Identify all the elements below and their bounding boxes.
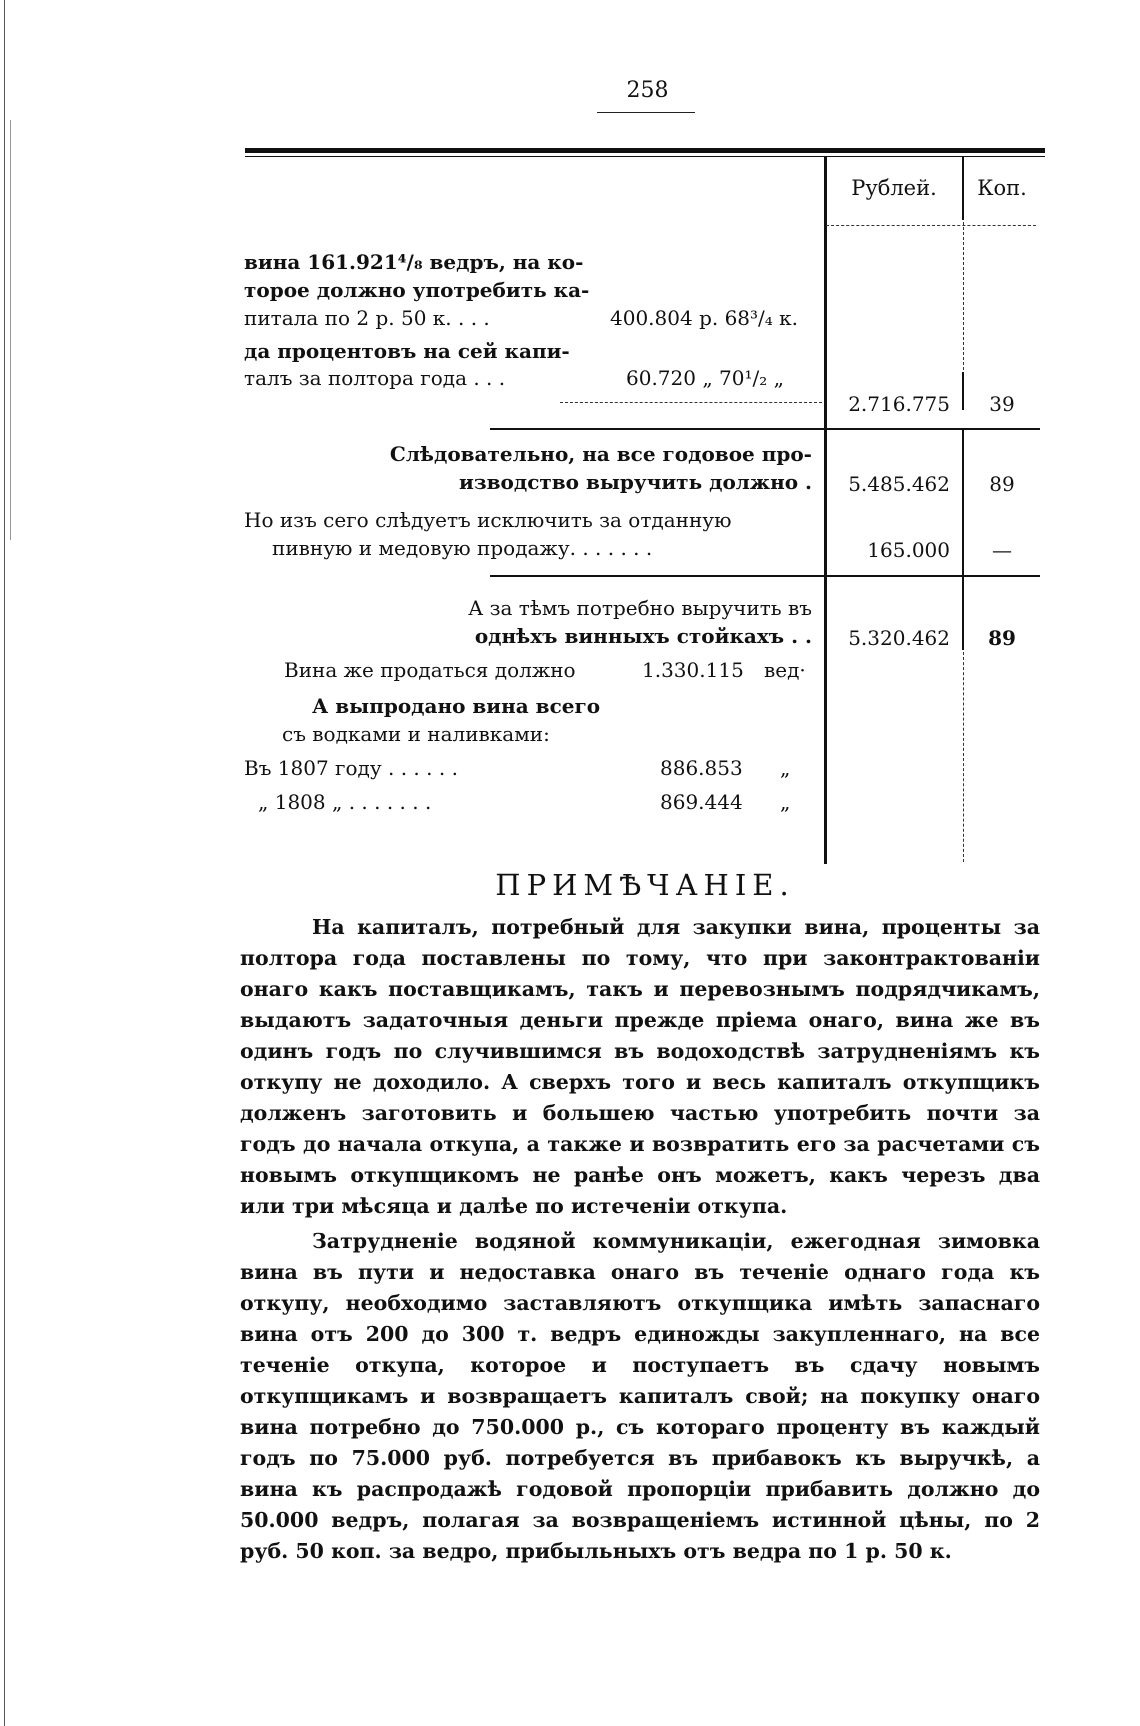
kopeks-column-rule-dotted: [963, 222, 964, 370]
subtotal-kopeks: 39: [989, 392, 1015, 416]
sold-line-2: съ водками и наливками:: [282, 722, 550, 746]
scan-edge-line-inner: [10, 120, 11, 540]
kopeks-column-rule-bottom: [963, 652, 964, 862]
wine-amount: 400.804 р. 68³/₄ к.: [610, 306, 799, 330]
year-1808-unit: „: [780, 790, 791, 814]
remain-line-2: однѣхъ винныхъ стойкахъ . .: [474, 624, 812, 648]
year-1807-label: Въ 1807 году . . . . . .: [244, 756, 458, 780]
exclude-line-2: пивную и медовую продажу. . . . . . .: [272, 536, 653, 560]
note-paragraph-1: На капиталъ, потребный для закупки вина, проценты за полтора года поставлены по тому, что при законтрактованіи онаго какъ поставщикамъ, такъ и перевознымъ подрядчикамъ, выдаютъ задаточныя деньги прежде пріема онаго, вина же въ одинъ годъ по случившимся въ водоходствѣ затрудненіямъ къ откупу не доходило. А сверхъ того и весь капиталъ откупщикъ долженъ заготовить и большею частью употребить почти за годъ до начала откупа, а также и возвратить его за расчетами съ новымъ откупщикомъ не ранѣе онъ можетъ, какъ черезъ два или три мѣсяца и далѣе по истеченіи откупа.: [240, 915, 1040, 1218]
year-1808-label: „ 1808 „ . . . . . . .: [258, 790, 432, 814]
scan-edge-line: [4, 0, 5, 1726]
note-heading: ПРИМѢЧАНІЕ.: [495, 868, 795, 902]
interest-amount: 60.720 „ 70¹/₂ „: [626, 366, 784, 390]
note-paragraph-2: Затрудненіе водяной коммуникаціи, ежегодная зимовка вина въ пути и недоставка онаго въ теченіе однаго года къ откупу, необходимо заставляютъ откупщика имѣть запаснаго вина отъ 200 до 300 т. ведръ единожды закупленнаго, на все теченіе откупа, которое и поступаетъ въ сдачу новымъ откупщикамъ и возвращаетъ капиталъ свой; на покупку онаго вина потребно до 750.000 р., съ котораго проценту въ каждый годъ по 75.000 руб. потребуется въ прибавокъ къ выручкѣ, а вина къ распродажѣ годовой пропорціи прибавить должно до 50.000 ведръ, полагая за возвращеніемъ истинной цѣны, по 2 руб. 50 коп. за ведро, прибыльныхъ отъ ведра по 1 р. 50 к.: [240, 1229, 1040, 1563]
rubles-column-header: Рублей.: [851, 176, 937, 200]
wine-line-1: вина 161.921⁴/₈ ведръ, на ко-: [244, 250, 584, 274]
rubles-column-rule: [824, 156, 827, 864]
sell-unit: вед·: [764, 658, 806, 682]
remain-rubles: 5.320.462: [848, 626, 950, 650]
table-top-rule: [245, 148, 1045, 153]
table-top-rule-thin: [245, 156, 1045, 157]
wine-line-3: питала по 2 р. 50 к. . . .: [244, 306, 490, 330]
exclude-rubles: 165.000: [867, 538, 950, 562]
interest-line-1: да процентовъ на сей капи-: [244, 339, 570, 363]
sell-label: Вина же продаться должно: [284, 658, 576, 682]
page-number: 258: [626, 78, 669, 103]
sell-amount: 1.330.115: [642, 658, 744, 682]
header-underline: [826, 225, 1036, 226]
total-rubles: 5.485.462: [848, 472, 950, 496]
total-kopeks: 89: [989, 472, 1015, 496]
subtotal-dashed-rule: [560, 402, 822, 403]
exclude-line-1: Но изъ сего слѣдуетъ исключить за отданную: [244, 508, 732, 532]
year-1807-unit: „: [780, 756, 791, 780]
remain-line-1: А за тѣмъ потребно выручить въ: [468, 596, 812, 620]
year-1808-amount: 869.444: [660, 790, 743, 814]
wine-line-2: торое должно употребить ка-: [244, 278, 590, 302]
sold-line-1: А выпродано вина всего: [312, 694, 601, 718]
note-body: [240, 912, 1040, 1571]
subtotal-rubles: 2.716.775: [848, 392, 950, 416]
year-1807-amount: 886.853: [660, 756, 743, 780]
kopeks-column-header: Коп.: [977, 176, 1027, 200]
interest-line-2: талъ за полтора года . . .: [244, 366, 506, 390]
remain-kopeks: 89: [988, 626, 1016, 650]
exclude-kopeks: —: [992, 538, 1012, 562]
total-line-1: Слѣдовательно, на все годовое про-: [389, 442, 812, 466]
remain-rule: [490, 575, 1040, 577]
page-number-rule: [597, 112, 695, 113]
total-rule: [490, 428, 1040, 430]
total-line-2: изводство выручить должно .: [459, 470, 812, 494]
